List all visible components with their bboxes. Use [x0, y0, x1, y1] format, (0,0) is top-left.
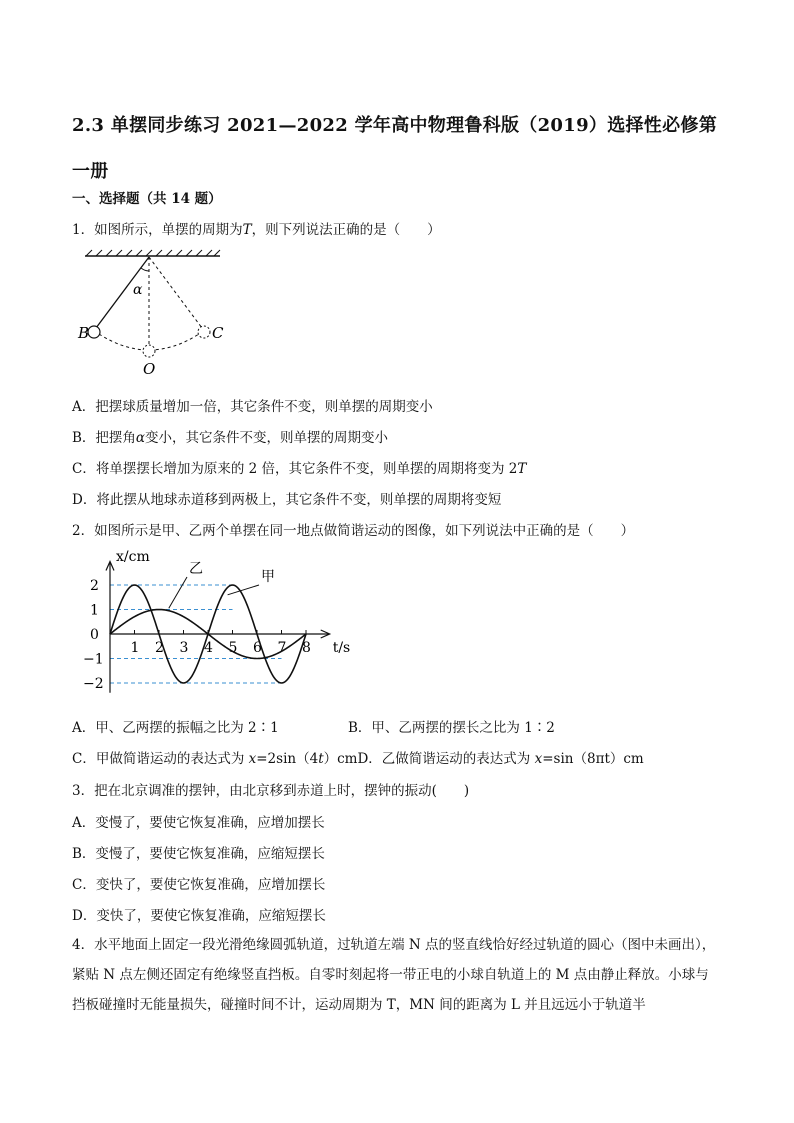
shm-chart	[85, 547, 355, 702]
question-1-stem: 1．如图所示，单摆的周期为T，则下列说法正确的是（ ）	[72, 222, 441, 238]
series-label-1: 乙	[189, 561, 203, 577]
q2-option-B: B．甲、乙两摆的摆长之比为 1∶2	[348, 720, 555, 736]
ball-O	[143, 345, 155, 357]
ball-C	[198, 326, 210, 338]
label-C: C	[212, 324, 224, 342]
label-alpha: α	[133, 282, 143, 298]
x-tick-label-7: 7	[277, 640, 287, 656]
x-tick-label-1: 1	[130, 640, 140, 656]
question-4-text: 4．水平地面上固定一段光滑绝缘圆弧轨道，过轨道左端 N 点的竖直线恰好经过轨道的圆心（图中未画出），紧贴 N 点左侧还固定有绝缘竖直挡板。自零时刻起将一带正电的小球自轨道上的 M 点由静止释放。小球与挡板碰撞时无能量损失，碰撞时间不计，运动周期为 T，MN 间的距离为 L 并且远远小于轨道半	[72, 937, 716, 1013]
x-tick-label-8: 8	[302, 640, 311, 656]
x-tick-label-4: 4	[204, 640, 213, 656]
q3-option-C: C．变快了，要使它恢复准确，应增加摆长	[72, 877, 326, 893]
y-axis-label: x/cm	[116, 549, 150, 565]
x-tick-label-3: 3	[179, 640, 189, 656]
q3-option-D: D．变快了，要使它恢复准确，应缩短摆长	[72, 908, 326, 924]
label-O: O	[143, 360, 156, 378]
y-tick-label-3: −1	[83, 651, 104, 668]
q3-option-B: B．变慢了，要使它恢复准确，应缩短摆长	[72, 846, 325, 862]
x-tick-label-5: 5	[228, 640, 238, 656]
pendulum-figure	[80, 248, 230, 378]
q1-option-A: A．把摆球质量增加一倍，其它条件不变，则单摆的周期变小	[72, 399, 433, 415]
series-label-0: 甲	[261, 569, 275, 585]
worksheet-title: 2.3 单摆同步练习 2021—2022 学年高中物理鲁科版（2019）选择性必修第一册	[72, 115, 718, 182]
question-3-stem: 3．把在北京调准的摆钟，由北京移到赤道上时，摆钟的振动( )	[72, 783, 470, 799]
pendulum-string-C	[149, 257, 202, 328]
x-tick-label-2: 2	[155, 640, 164, 656]
q1-option-B: B．把摆角α变小，其它条件不变，则单摆的周期变小	[72, 430, 389, 446]
q1-option-D: D．将此摆从地球赤道移到两极上，其它条件不变，则单摆的周期将变短	[72, 492, 502, 508]
angle-arc	[141, 268, 149, 271]
series-leader-0	[228, 585, 259, 595]
label-B: B	[78, 324, 90, 342]
y-tick-label-1: 1	[90, 602, 99, 619]
q2-option-A: A．甲、乙两摆的振幅之比为 2∶1	[72, 720, 279, 736]
question-2-stem: 2．如图所示是甲、乙两个单摆在同一地点做简谐运动的图像，如下列说法中正确的是（ ）	[72, 523, 635, 539]
x-axis-label: t/s	[332, 640, 351, 656]
section-heading: 一、选择题（共 14 题）	[72, 191, 222, 207]
ceiling-hatching	[86, 250, 220, 256]
x-tick-label-6: 6	[253, 640, 262, 656]
q2-option-CD: C．甲做简谐运动的表达式为 x=2sin（4t）cmD．乙做简谐运动的表达式为 x=sin（8πt）cm	[72, 751, 644, 767]
q1-option-C: C．将单摆摆长增加为原来的 2 倍，其它条件不变，则单摆的周期将变为 2T	[72, 461, 527, 477]
y-tick-label-4: −2	[83, 676, 104, 692]
y-tick-label-0: 2	[90, 578, 99, 594]
y-tick-label-2: 0	[90, 627, 99, 643]
ball-B	[88, 326, 100, 338]
series-leader-1	[169, 577, 187, 608]
q3-option-A: A．变慢了，要使它恢复准确，应增加摆长	[72, 815, 325, 831]
